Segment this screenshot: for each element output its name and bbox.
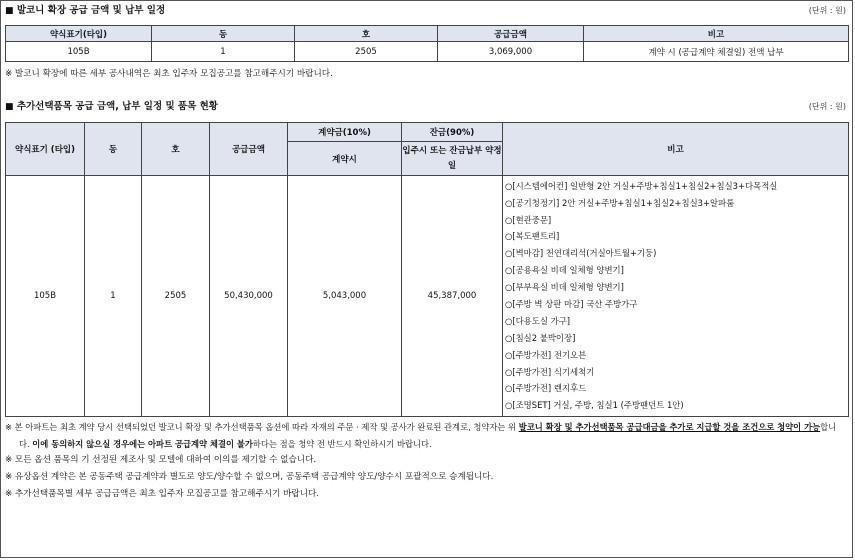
balcony-cell-remarks: 계약 시 (공급계약 체결일) 전액 납부 — [584, 42, 849, 62]
option-cell-balance: 45,387,000 — [402, 176, 503, 417]
balcony-table — [5, 25, 849, 62]
option-header-balance: 잔금(90%) — [402, 123, 503, 142]
balcony-cell-dong: 1 — [152, 42, 295, 62]
balcony-header-ho: 호 — [295, 26, 438, 42]
list-item: ○[조명SET] 거실, 주방, 침실1 (주방팬던트 1안) — [505, 400, 684, 411]
note-2: ※ 모든 옵션 품목의 기 선정된 제조사 및 모델에 대하여 이의를 제기할 수 없습니다. — [5, 455, 317, 465]
note-3: ※ 유상옵션 계약은 본 공동주택 공급계약과 별도로 양도/양수할 수 없으며, 공동주택 공급계약 양도/양수시 포괄적으로 승계됩니다. — [5, 472, 494, 482]
option-remarks-list — [503, 176, 849, 417]
list-item: ○[주방가전] 렌지후드 — [505, 383, 587, 394]
option-cell-supply: 50,430,000 — [210, 176, 288, 417]
balcony-cell-type: 105B — [6, 42, 152, 62]
option-cell-dong: 1 — [85, 176, 142, 417]
list-item: ○[시스템에어컨] 일반형 2안 거실+주방+침실1+침실2+침실3+다목적실 — [505, 180, 778, 191]
list-item: ○[공기청정기] 2안 거실+주방+침실1+침실2+침실3+알파룸 — [505, 197, 735, 208]
list-item: ○[공용욕실 비데 일체형 양변기] — [505, 265, 624, 276]
balcony-header-type: 약식표기(타입) — [6, 26, 152, 42]
option-header-type: 약식표기 (타입) — [6, 123, 85, 176]
option-header-remarks: 비고 — [503, 123, 849, 176]
square-bullet-icon: ■ — [5, 6, 14, 16]
list-item: ○[복도팬트리] — [505, 231, 560, 242]
section1-note: ※ 발코니 확장에 따른 세부 공사내역은 최초 입주자 모집공고를 참고해주시기 바랍니다. — [5, 69, 333, 79]
section2-unit: (단위 : 원) — [808, 102, 846, 111]
section1-unit: (단위 : 원) — [808, 6, 846, 15]
balcony-header-dong: 동 — [152, 26, 295, 42]
option-header-balance-sub: 입주시 또는 잔금납부 약정일 — [402, 142, 503, 176]
option-cell-deposit: 5,043,000 — [288, 176, 402, 417]
section1-title: 발코니 확장 공급 금액 및 납부 일정 — [16, 5, 166, 16]
option-cell-ho: 2505 — [142, 176, 210, 417]
table-row — [6, 176, 849, 417]
list-item: ○[부부욕실 비데 일체형 양변기] — [505, 282, 624, 293]
note-1-emphasis-1: 발코니 확장 및 추가선택품목 공급대금을 추가로 지급할 것을 조건으로 청약이 가능 — [518, 422, 821, 432]
option-header-deposit: 계약금(10%) — [288, 123, 402, 142]
option-header-ho: 호 — [142, 123, 210, 176]
list-item: ○[침실2 붙박이장] — [505, 332, 576, 343]
list-item: ○[주방 벽 상판 마감] 국산 주방가구 — [505, 299, 638, 309]
list-item: ○[주방가전] 식기세척기 — [505, 366, 595, 377]
option-table — [5, 122, 849, 417]
option-header-row-1 — [6, 123, 849, 142]
table-row — [6, 42, 849, 62]
note-1-text-e: 하다는 점을 청약 전 반드시 확인하시기 바랍니다. — [252, 439, 432, 449]
list-item: ○[주방가전] 전기오븐 — [505, 349, 587, 360]
balcony-header-remarks: 비고 — [584, 26, 849, 42]
option-header-deposit-sub: 계약시 — [288, 142, 402, 176]
note-1-emphasis-2: 이에 동의하지 않으실 경우에는 아파트 공급계약 체결이 불가 — [32, 439, 253, 449]
note-4: ※ 추가선택품목별 세부 공급금액은 최초 입주자 모집공고를 참고해주시기 바랍니다. — [5, 489, 320, 499]
note-1-text-a: ※ 본 아파트는 최초 계약 당시 선택되었던 발코니 확장 및 추가선택품목 옵션에 따라 자재의 주문 · 제작 및 공사가 완료된 관계로, 청약자는 위 — [5, 422, 519, 432]
balcony-header-supply: 공급금액 — [438, 26, 584, 42]
section1-heading — [5, 4, 846, 18]
option-header-dong: 동 — [85, 123, 142, 176]
note-1-text-c: 합니다. — [19, 422, 837, 449]
option-cell-type: 105B — [6, 176, 85, 417]
section2-title: 추가선택품목 공급 금액, 납부 일정 및 품목 현황 — [16, 101, 218, 112]
list-item: ○[다용도실 가구] — [505, 315, 571, 326]
balcony-cell-supply: 3,069,000 — [438, 42, 584, 62]
square-bullet-icon: ■ — [5, 102, 14, 112]
option-header-supply: 공급금액 — [210, 123, 288, 176]
balcony-cell-ho: 2505 — [295, 42, 438, 62]
section2-heading — [5, 100, 846, 114]
note-1 — [5, 419, 846, 453]
list-item: ○[벽마감] 천연대리석(거실아트월+기둥) — [505, 248, 657, 259]
list-item: ○[현관중문] — [505, 214, 552, 225]
balcony-header-row — [6, 26, 849, 42]
